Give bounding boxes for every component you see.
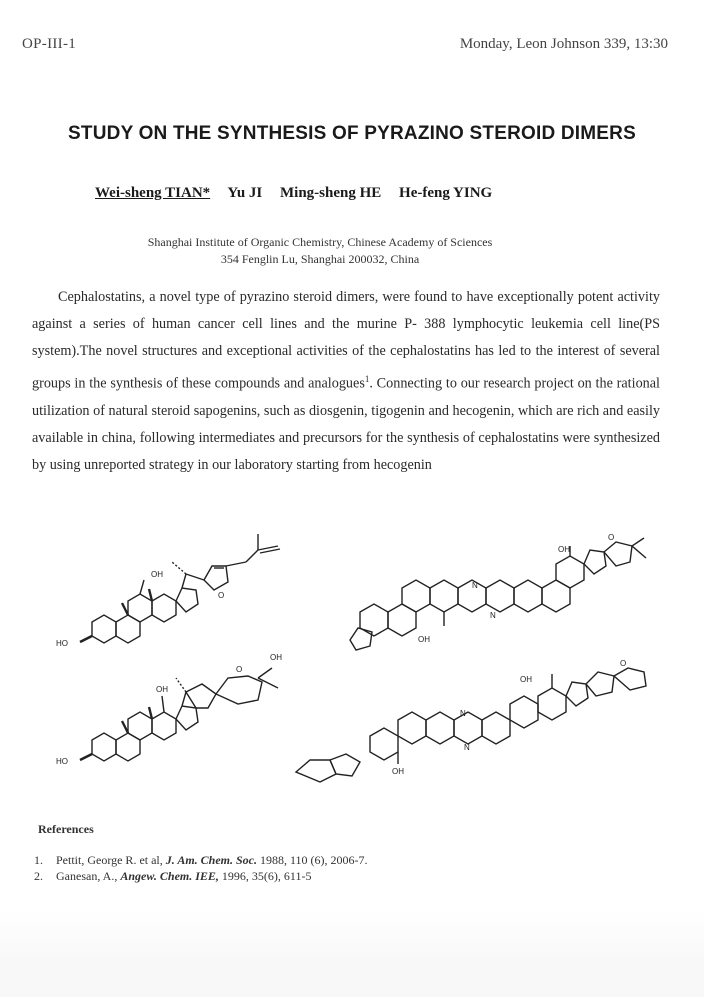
reference-citation: 1988, 110 (6), 2006-7.: [260, 853, 368, 867]
structure-1-o-label: O: [218, 591, 225, 600]
structure-3-o-label: O: [608, 533, 615, 542]
reference-journal: J. Am. Chem. Soc.: [165, 853, 257, 867]
paper-title: STUDY ON THE SYNTHESIS OF PYRAZINO STEROID DIMERS: [68, 123, 636, 144]
structure-1-ho-label: HO: [56, 639, 68, 648]
structure-2-steroid: [52, 648, 312, 778]
reference-list: [34, 852, 368, 884]
affiliation-line-2: 354 Fenglin Lu, Shanghai 200032, China: [220, 252, 420, 266]
session-code: OP-III-1: [22, 36, 77, 52]
structure-3-n-label-1: N: [472, 581, 478, 590]
author-4: He-feng YING: [399, 185, 493, 201]
abstract-body: [32, 284, 660, 479]
affiliation: [110, 234, 530, 268]
reference-authors: Pettit, George R. et al,: [56, 853, 163, 867]
structure-3-pyrazine-dimer: [340, 528, 660, 658]
affiliation-line-1: Shanghai Institute of Organic Chemistry, Chinese Academy of Sciences: [147, 235, 493, 249]
abstract-text-1: Cephalostatins, a novel type of pyrazino steroid dimers, were found to have exceptionally potent activity against a series of human cancer cell lines and the murine P- 388 lymphocytic leukemia cell line(PS system).The novel structures and exceptional activities of the cephalostatins has led to the interest of several groups in the synthesis of these compounds and analogues: [32, 289, 660, 392]
structure-2-ho-label: HO: [56, 757, 68, 766]
references-heading: References: [38, 822, 94, 836]
reference-authors: Ganesan, A.,: [56, 869, 118, 883]
structure-4-pyrazine-dimer: [290, 660, 660, 790]
structure-4-oh-label-2: OH: [392, 767, 404, 776]
reference-citation: 1996, 35(6), 611-5: [221, 869, 312, 883]
structure-2-o-label: O: [236, 665, 243, 674]
author-list: [95, 185, 506, 202]
abstract-text-2: . Connecting to our research project on the rational utilization of natural steroid sapogenins, such as diosgenin, tigogenin and hecogenin, which are rich and easily available in china, following intermediates and precursors for the synthesis of cephalostatins were synthesized by using unreported strategy in our laboratory starting from hecogenin: [32, 375, 660, 473]
structure-4-o-label: O: [620, 659, 627, 668]
author-1: [95, 185, 210, 201]
abstract-paragraph: [32, 284, 660, 479]
structure-2-oh-label-2: OH: [270, 653, 282, 662]
author-2: Yu JI: [227, 185, 263, 201]
author-3: Ming-sheng HE: [280, 185, 382, 201]
structure-3-n-label-2: N: [490, 611, 496, 620]
reference-item: [34, 868, 368, 884]
structure-4-n-label-1: N: [460, 709, 466, 718]
structure-3-oh-label: OH: [558, 545, 570, 554]
reference-number: 1.: [34, 853, 43, 867]
structure-2-oh-label: OH: [156, 685, 168, 694]
scan-shading: [0, 910, 704, 997]
reference-journal: Angew. Chem. IEE,: [120, 869, 219, 883]
session-room-time: Monday, Leon Johnson 339, 13:30: [459, 36, 668, 52]
reference-number: 2.: [34, 869, 43, 883]
author-1-name: Wei-sheng TIAN*: [95, 185, 211, 201]
structure-1-steroid: [52, 540, 312, 660]
reference-item: [34, 852, 368, 868]
structure-4-oh-label: OH: [520, 675, 532, 684]
structure-3-oh-label-2: OH: [418, 635, 430, 644]
structure-1-oh-label: OH: [151, 570, 163, 579]
structure-4-n-label-2: N: [464, 743, 470, 752]
citation-superscript: 1: [364, 373, 370, 384]
